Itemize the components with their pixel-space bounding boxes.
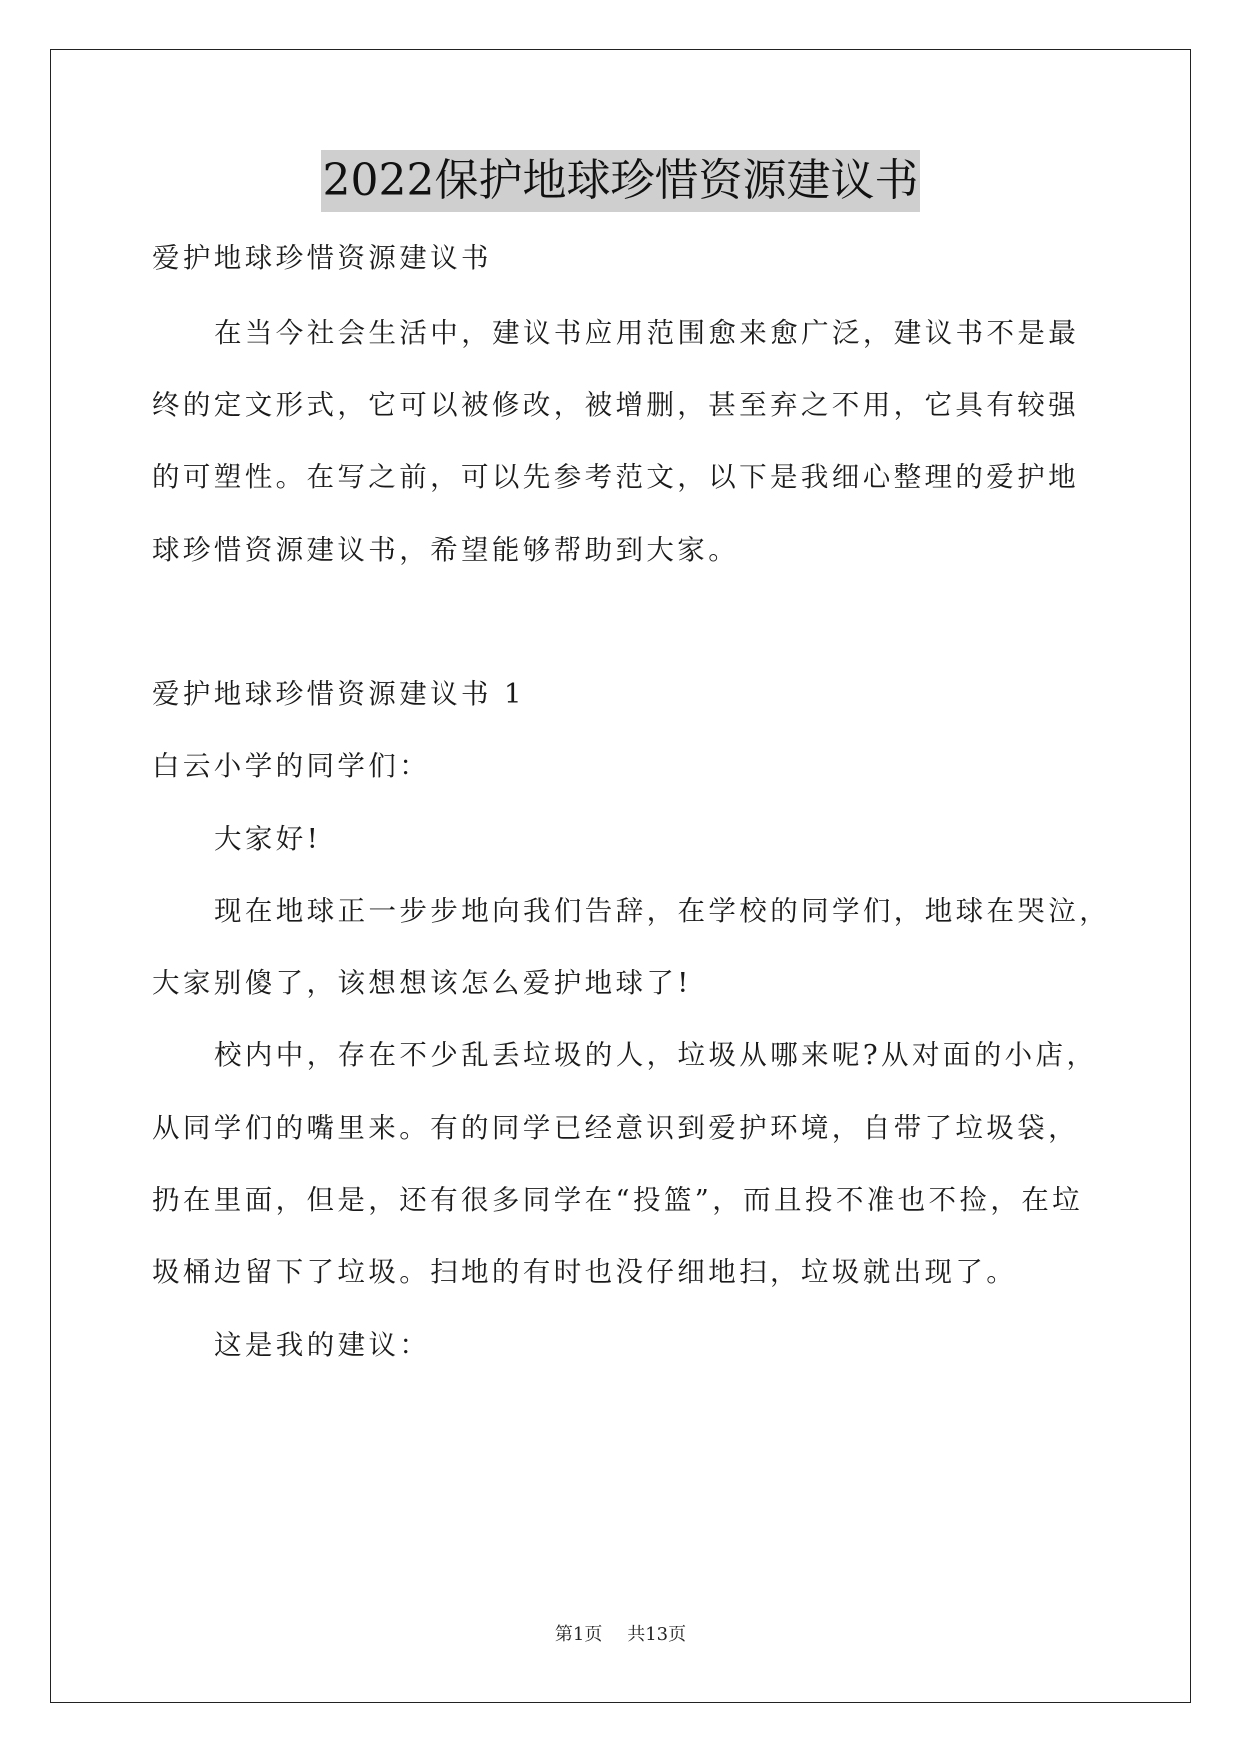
paragraph-line: 现在地球正一步步地向我们告辞，在学校的同学们，地球在哭泣， — [214, 895, 1111, 927]
paragraph-line: 大家别傻了，该想想该怎么爱护地球了! — [152, 967, 692, 999]
greeting-line: 大家好! — [214, 823, 322, 855]
paragraph-line: 终的定文形式，它可以被修改，被增删，甚至弃之不用，它具有较强 — [152, 389, 1079, 421]
paragraph-line: 这是我的建议： — [214, 1329, 431, 1361]
section-heading: 爱护地球珍惜资源建议书 1 — [152, 678, 525, 710]
paragraph-line: 的可塑性。在写之前，可以先参考范文，以下是我细心整理的爱护地 — [152, 461, 1079, 493]
page-border — [50, 49, 1191, 1703]
paragraph-line: 在当今社会生活中，建议书应用范围愈来愈广泛，建议书不是最 — [214, 317, 1080, 349]
subtitle-line: 爱护地球珍惜资源建议书 — [152, 242, 492, 274]
salutation-line: 白云小学的同学们： — [152, 750, 431, 782]
paragraph-line: 校内中，存在不少乱丢垃圾的人，垃圾从哪来呢?从对面的小店， — [214, 1039, 1098, 1071]
document-title: 2022保护地球珍惜资源建议书 — [321, 150, 921, 212]
paragraph-line: 从同学们的嘴里来。有的同学已经意识到爱护环境，自带了垃圾袋， — [152, 1112, 1079, 1144]
title-container — [0, 150, 1241, 212]
page-footer — [0, 1620, 1241, 1646]
page-total: 共13页 — [627, 1624, 687, 1645]
paragraph-line: 圾桶边留下了垃圾。扫地的有时也没仔细地扫，垃圾就出现了。 — [152, 1256, 1018, 1288]
paragraph-line: 扔在里面，但是，还有很多同学在“投篮”，而且投不准也不捡，在垃 — [152, 1184, 1084, 1216]
paragraph-line: 球珍惜资源建议书，希望能够帮助到大家。 — [152, 534, 740, 566]
page-number: 第1页 — [554, 1624, 603, 1645]
